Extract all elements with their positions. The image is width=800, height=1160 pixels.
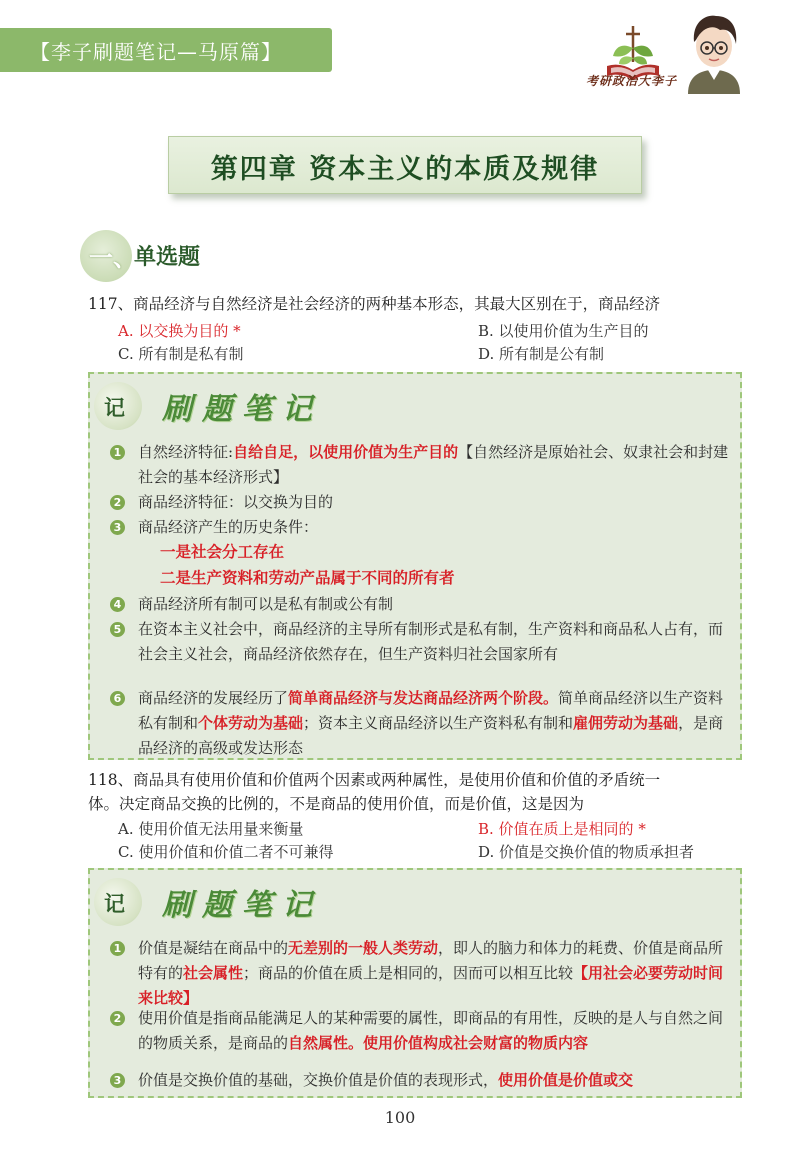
note-icon: 记 xyxy=(94,382,142,430)
question-117-option-c: C. 所有制是私有制 xyxy=(118,345,244,363)
question-117-option-d: D. 所有制是公有制 xyxy=(478,345,605,363)
note1-condition-2: 二是生产资料和劳动产品属于不同的所有者 xyxy=(160,568,455,587)
header-title: 【李子刷题笔记—马原篇】 xyxy=(30,40,282,64)
note1-item-1: 1 自然经济特征:自给自足，以使用价值为生产目的【自然经济是原始社会、奴隶社会和封建社会的基本经济形式】 xyxy=(110,440,730,490)
note1-item-6: 6 商品经济的发展经历了简单商品经济与发达商品经济两个阶段。简单商品经济以生产资料私有制和个体劳动为基础；资本主义商品经济以生产资料私有制和雇佣劳动为基础，是商品经济的高级或发达形态 xyxy=(110,686,730,761)
question-117-stem: 117、商品经济与自然经济是社会经济的两种基本形态，其最大区别在于，商品经济 xyxy=(88,295,661,313)
note2-item-2: 2 使用价值是指商品能满足人的某种需要的属性，即商品的有用性，反映的是人与自然之间的物质关系，是商品的自然属性。使用价值构成社会财富的物质内容 xyxy=(110,1006,730,1056)
note2-item-1: 1 价值是凝结在商品中的无差别的一般人类劳动，即人的脑力和体力的耗费、价值是商品所特有的社会属性；商品的价值在质上是相同的，因而可以相互比较【用社会必要劳动时间来比较】 xyxy=(110,936,730,1011)
question-118-stem-line-1: 118、商品具有使用价值和价值两个因素或两种属性，是使用价值和价值的矛盾统一 xyxy=(88,771,661,789)
question-118-option-d: D. 价值是交换价值的物质承担者 xyxy=(478,843,695,861)
question-117-option-b: B. 以使用价值为生产目的 xyxy=(478,322,649,340)
note1-item-3: 3 商品经济产生的历史条件： xyxy=(110,515,730,540)
section-number: 一、 xyxy=(89,243,137,272)
note1-condition-1: 一是社会分工存在 xyxy=(160,542,285,561)
brand-text: 考研政治大李子 xyxy=(586,74,678,88)
section-title: 单选题 xyxy=(134,244,201,270)
question-117-option-a: A. 以交换为目的 * xyxy=(118,322,241,340)
header-band xyxy=(0,28,332,72)
note-box-1 xyxy=(88,372,742,760)
chapter-title-box xyxy=(168,136,642,194)
note-title: 刷题笔记 xyxy=(162,888,322,923)
question-118-option-a: A. 使用价值无法用量来衡量 xyxy=(118,820,304,838)
note-icon: 记 xyxy=(94,878,142,926)
note2-item-3: 3 价值是交换价值的基础，交换价值是价值的表现形式，使用价值是价值或交 xyxy=(110,1068,730,1093)
note1-item-2: 2 商品经济特征：以交换为目的 xyxy=(110,490,730,515)
note-box-2 xyxy=(88,868,742,1098)
question-118-option-b: B. 价值在质上是相同的 * xyxy=(478,820,646,838)
page-number: 100 xyxy=(384,1108,416,1127)
question-118-stem-line-2: 体。决定商品交换的比例的，不是商品的使用价值，而是价值，这是因为 xyxy=(88,795,585,813)
note-title: 刷题笔记 xyxy=(162,392,322,427)
note1-item-4: 4 商品经济所有制可以是私有制或公有制 xyxy=(110,592,730,617)
question-118-option-c: C. 使用价值和价值二者不可兼得 xyxy=(118,843,334,861)
chapter-title: 第四章 资本主义的本质及规律 xyxy=(210,154,600,185)
note1-item-5: 5 在资本主义社会中，商品经济的主导所有制形式是私有制，生产资料和商品私人占有，而社会主义社会，商品经济依然存在，但生产资料归社会国家所有 xyxy=(110,617,730,667)
